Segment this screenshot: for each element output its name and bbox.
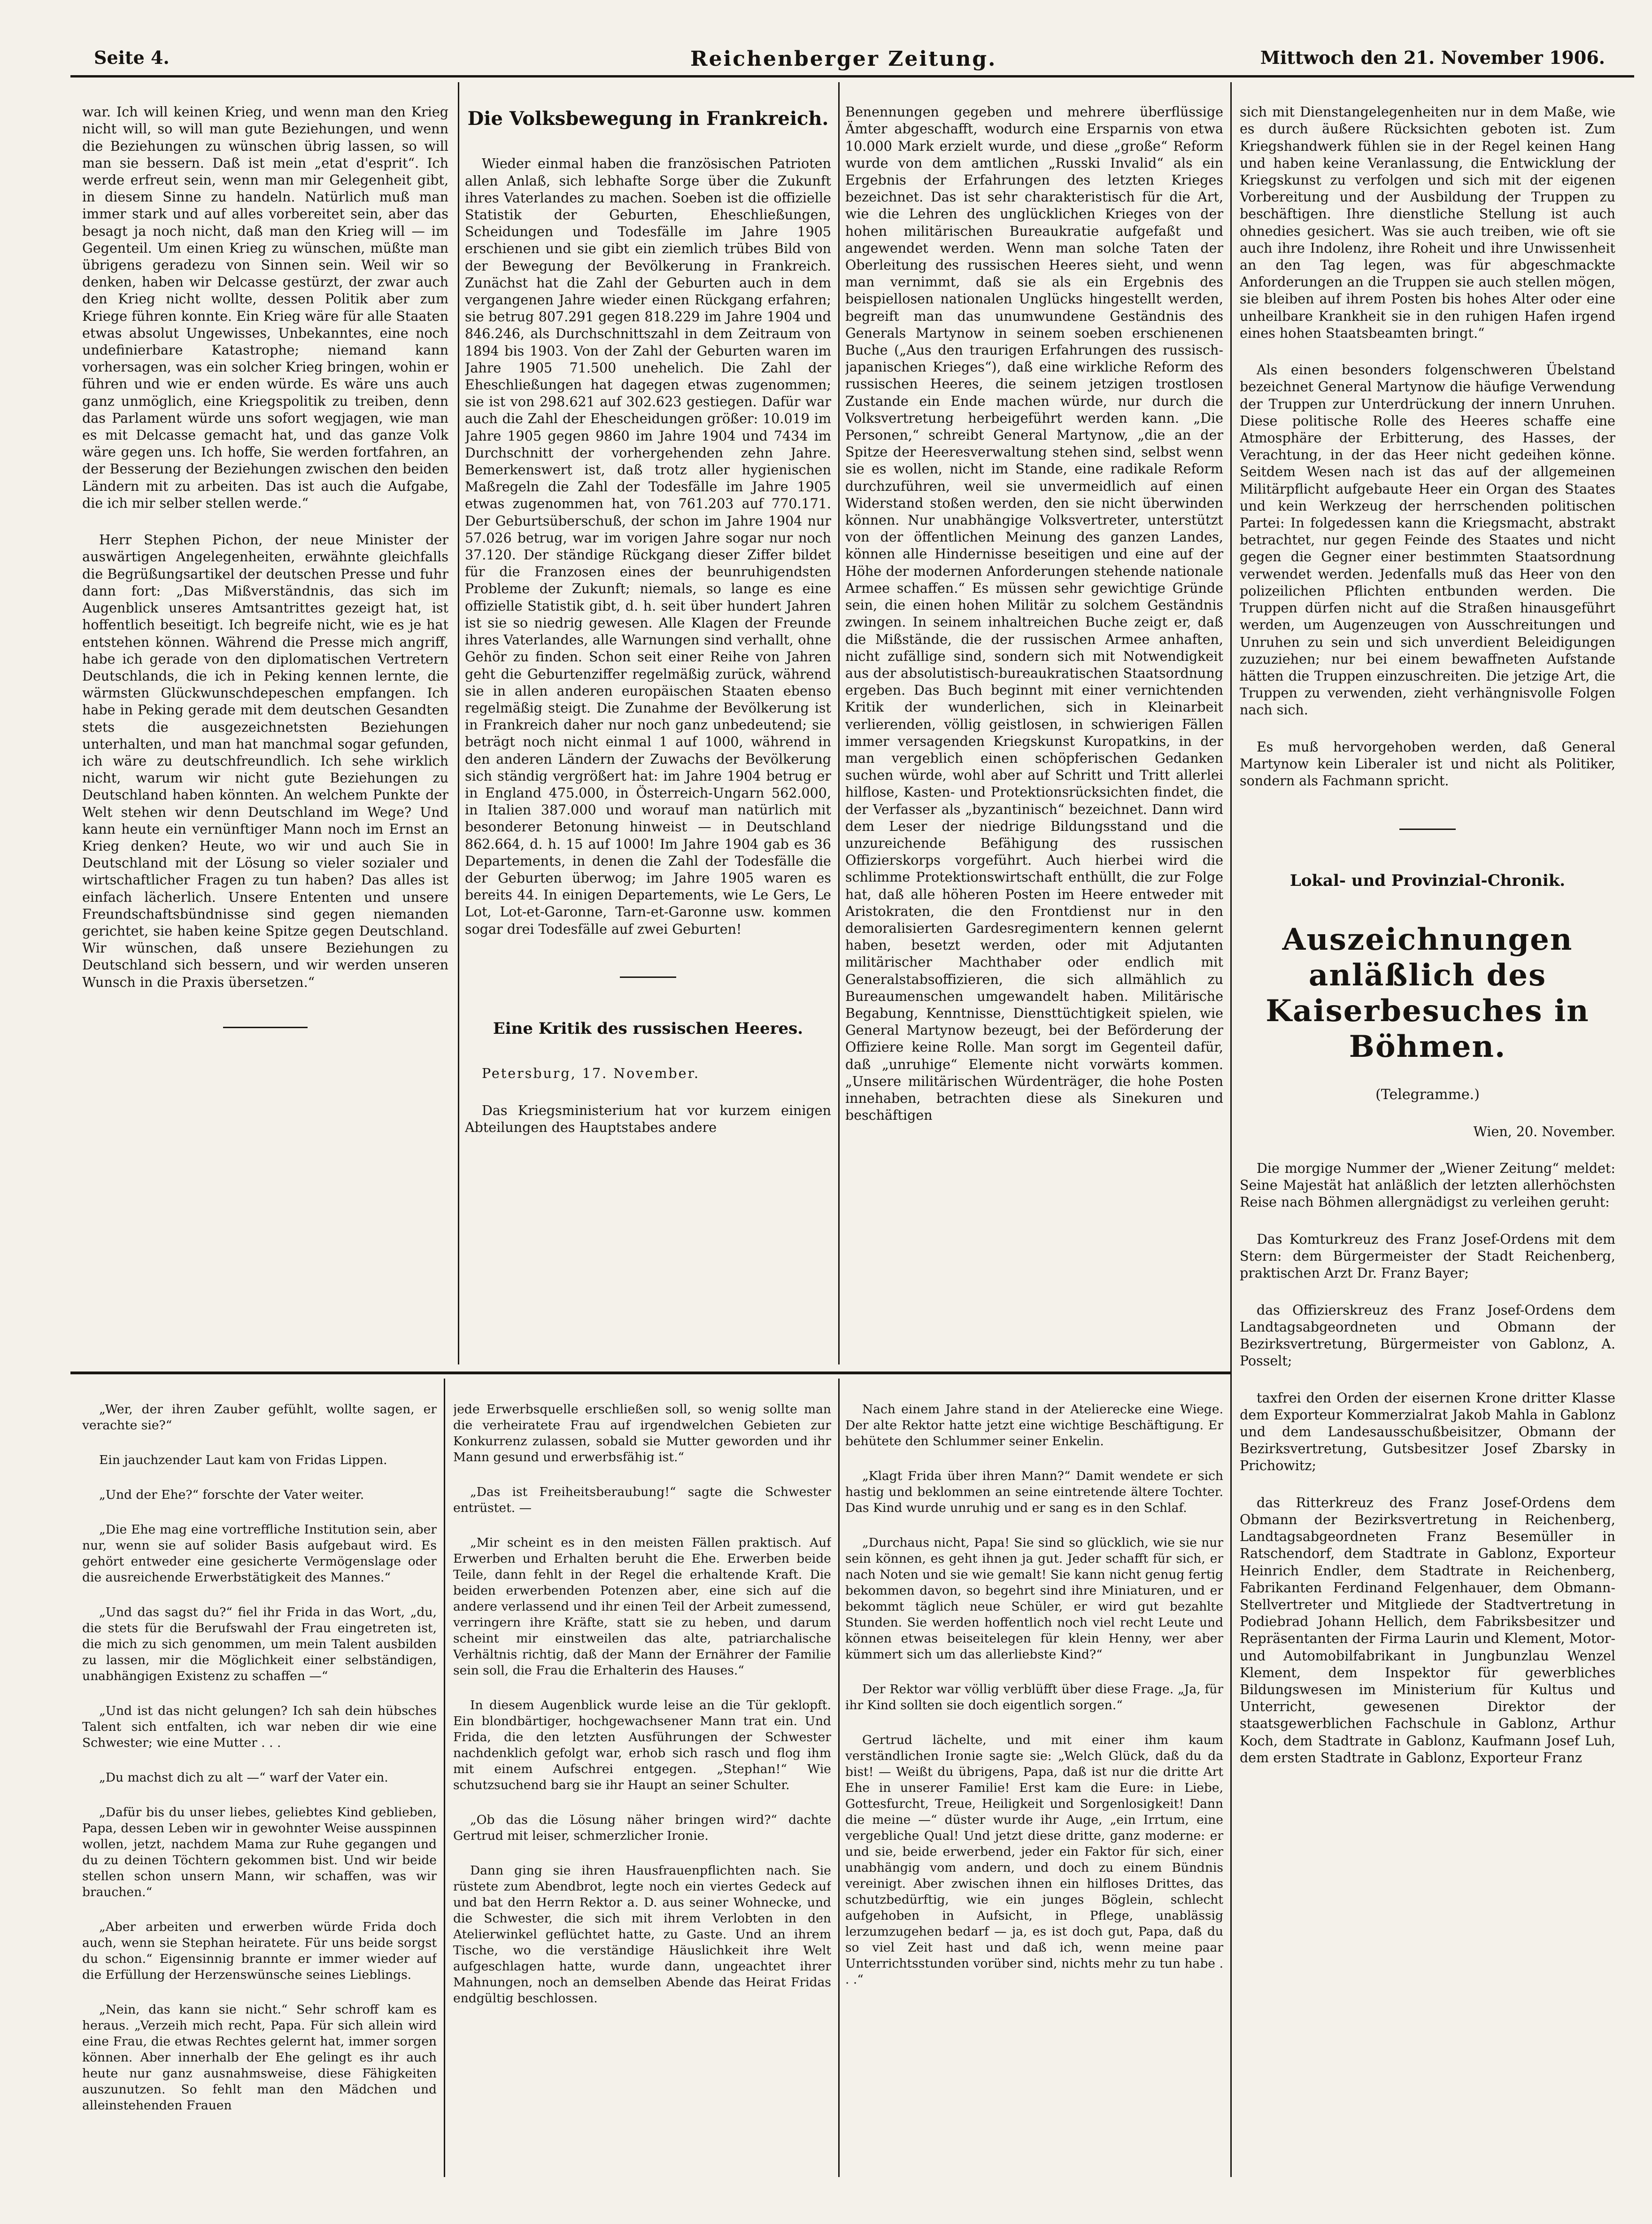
feuilleton-column-1	[82, 1386, 437, 2175]
paragraph: „Das ist Freiheitsberaubung!“ sagte die Schwester entrüstet. —	[453, 1485, 831, 1515]
headline: Auszeichnungen anläßlich des Kaiserbesuches in Böhmen.	[1266, 922, 1590, 1064]
section-divider	[1399, 829, 1456, 830]
paragraph: Die morgige Nummer der „Wiener Zeitung“ meldet: Seine Majestät hat anläßlich der letzten allerhöchsten Reise nach Böhmen allergnädigst zu verleihen geruht:	[1240, 1160, 1615, 1210]
article-title: Die Volksbewegung in Frankreich.	[467, 108, 829, 130]
article-column-3	[845, 87, 1223, 1364]
paragraph: „Wer, der ihren Zauber gefühlt, wollte sagen, er verachte sie?“	[82, 1402, 437, 1433]
feuilleton-rule	[70, 1372, 1230, 1374]
article-column-4	[1240, 87, 1615, 2177]
paragraph: das Ritterkreuz des Franz Josef-Ordens dem Obmann der Bezirksvertretung in Reichenberg, Landtagsabgeordneten Franz Besemüller in Ratschendorf, dem Stadtrate in Gablonz, Exporteur Heinrich Endler, dem Stadtrate in Reichenberg, Fabrikanten Ferdinand Felgenhauer, dem Obmann-Stellvertreter und Mitgliede der Stadtvertretung in Podiebrad Johann Hellich, dem Fabriksbesitzer und Repräsentanten der Firma Laurin und Klement, Motor- und Automobilfabrikant in Jungbunzlau Wenzel Klement, dem Inspektor für gewerbliches Bildungswesen im Ministerium für Kultus und Unterricht, gewesenen Direktor der staatsgewerblichen Fachschule in Gablonz, Arthur Koch, dem Stadtrate in Gablonz, Kaufmann Josef Luh, dem ersten Stadtrate in Gablonz, Exporteur Franz	[1240, 1495, 1615, 1766]
paragraph: „Klagt Frida über ihren Mann?“ Damit wendete er sich hastig und beklommen an seine eintretende ältere Tochter. Das Kind wurde unruhig und er sang es in den Schlaf.	[845, 1469, 1223, 1515]
paragraph: Wieder einmal haben die französischen Patrioten allen Anlaß, sich lebhafte Sorge über die Zukunft ihres Vaterlandes zu machen. Soeben ist die offizielle Statistik der Geburten, Eheschließungen, Scheidungen und Todesfälle im Jahre 1905 erschienen und sie gibt ein ziemlich trübes Bild von der Bewegung der Bevölkerung in Frankreich. Zunächst hat die Zahl der Geburten auch in dem vergangenen Jahre wieder einen Rückgang erfahren; sie betrug 807.291 gegen 818.229 im Jahre 1904 und 846.246, als Durchschnittszahl in dem Zeitraum von 1894 bis 1903. Von der Zahl der Geburten waren im Jahre 1905 71.500 unehelich. Die Zahl der Eheschließungen hat dagegen etwas zugenommen; sie ist von 298.621 auf 302.623 gestiegen. Dafür war auch die Zahl der Ehescheidungen größer: 10.019 im Jahre 1905 gegen 9860 im Jahre 1904 und 7434 im Durchschnitt der vorhergehenden zehn Jahre. Bemerkenswert ist, daß trotz aller hygienischen Maßregeln die Zahl der Todesfälle im Jahre 1905 etwas zugenommen hat, von 761.203 auf 770.171. Der Geburtsüberschuß, der schon im Jahre 1904 nur 57.026 betrug, war im vorigen Jahre sogar nur noch 37.120. Der ständige Rückgang dieser Ziffer bildet für die Franzosen eines der beunruhigendsten Probleme der Zukunft; niemals, so lange es eine offizielle Statistik gibt, d. h. seit über hundert Jahren ist sie so niedrig gewesen. Alle Klagen der Freunde ihres Vaterlandes, alle Warnungen sind verhallt, ohne Gehör zu finden. Schon seit einer Reihe von Jahren geht die Geburtenziffer regelmäßig zurück, während sie in allen anderen europäischen Staaten ebenso regelmäßig steigt. Die Zunahme der Bevölkerung ist in Frankreich daher nur noch ganz unbedeutend; sie beträgt noch nicht einmal 1 auf 1000, während in den anderen Ländern der Zuwachs der Bevölkerung sich ständig vergrößert hat: im Jahre 1904 betrug er in England 475.000, in Österreich-Ungarn 562.000, in Italien 387.000 und worauf man natürlich mit besonderer Betonung hinweist — in Deutschland 862.664, d. h. 15 auf 1000! Im Jahre 1904 gab es 36 Departements, in denen die Zahl der Todesfälle die der Geburten überwog; im Jahre 1905 waren es bereits 44. In einigen Departements, wie Le Gers, Le Lot, Lot-et-Garonne, Tarn-et-Garonne usw. kommen sogar drei Todesfälle auf zwei Geburten!	[465, 156, 831, 937]
column-rule	[838, 1379, 840, 2177]
page-number: Seite 4.	[94, 47, 170, 68]
header-rule	[70, 75, 1634, 77]
paragraph: taxfrei den Orden der eisernen Krone dritter Klasse dem Exporteur Kommerzialrat Jakob Mahla in Gablonz und dem Landesausschußbeisitzer, Obmann der Bezirksvertretung, Gutsbesitzer Josef Zbarsky in Prichowitz;	[1240, 1390, 1615, 1474]
headline-subtitle: (Telegramme.)	[1375, 1086, 1480, 1103]
paragraph: „Du machst dich zu alt —“ warf der Vater ein.	[99, 1770, 388, 1785]
paragraph: Herr Stephen Pichon, der neue Minister der auswärtigen Angelegenheiten, erwähnte gleichfalls die Begrüßungsartikel der deutschen Presse und fuhr dann fort: „Das Mißverständnis, das sich im Augenblick unseres Amtsantrittes gezeigt hat, ist hoffentlich beseitigt. Ich begreife nicht, wie es je hat entstehen können. Während die Presse mich angriff, habe ich gerade von den diplomatischen Vertretern Deutschlands, die ich in Peking kennen lernte, die wärmsten Glückwunschdepeschen empfangen. Ich habe in Peking gerade mit dem deutschen Gesandten stets die ausgezeichnetsten Beziehungen unterhalten, und man hat manchmal sogar gefunden, ich wäre zu deutschfreundlich. Ich sehe wirklich nicht, warum wir nicht gute Beziehungen zu Deutschland haben könnten. An welchem Punkte der Welt stehen wir denn Deutschland im Wege? Und kann heute ein vernünftiger Mann noch im Ernst an Krieg denken? Heute, wo wir und auch Sie in Deutschland mit der Lösung so vieler sozialer und wirtschaftlicher Fragen zu tun haben? Das alles ist einfach lächerlich. Unsere Ententen und unsere Freundschaftsbündnisse sind gegen niemanden gerichtet, sie haben keine Spitze gegen Deutschland. Wir wünschen, daß unsere Beziehungen zu Deutschland sich bessern, und wir werden unseren Wunsch in die Praxis übersetzen.“	[82, 532, 448, 990]
paragraph: Der Rektor war völlig verblüfft über diese Frage. „Ja, für ihr Kind sollten sie doch eigentlich sorgen.“	[845, 1682, 1223, 1713]
paragraph: Es muß hervorgehoben werden, daß General Martynow kein Liberaler ist und nicht als Politiker, sondern als Fachmann spricht.	[1240, 739, 1615, 789]
column-rule	[458, 82, 459, 1364]
paragraph: Gertrud lächelte, und mit einer ihm kaum verständlichen Ironie sagte sie: „Welch Glück, daß du da bist! — Weißt du übrigens, Papa, daß ist nur die dritte Art Ehe in unserer Familie! Erst kam die Eure: in Liebe, Gottesfurcht, Treue, Heiligkeit und Sorgenlosigkeit! Dann die meine —“ düster wurde ihr Auge, „ein Irrtum, eine vergebliche Qual! Und jetzt diese dritte, ganz moderne: er und sie, beide erwerbend, jeder ein Faktor für sich, einer unabhängig vom andern, und doch zu einem Bündnis vereinigt. Aber zwischen ihnen ein hilfloses Drittes, das schutzbedürftig, wie ein junges Böglein, schlecht aufgehoben in Aufsicht, in Pflege, unablässig lerzumzugehen bedarf — ja, es ist doch gut, Papa, daß du so viel Zeit hast und daß ich, wenn meine paar Unterrichtsstunden vorüber sind, nichts mehr zu tun habe . . .“	[845, 1733, 1223, 1987]
paragraph: war. Ich will keinen Krieg, und wenn man den Krieg nicht will, so will man gute Beziehungen, und wenn die Beziehungen zu wünschen übrig lassen, so will man sie bessern. Daß ist mein „etat d'esprit“. Ich werde erfreut sein, wenn man mir Gelegenheit gibt, in diesem Sinne zu handeln. Natürlich muß man immer stark und auf alles vorbereitet sein, aber das besagt ja noch nicht, daß man den Krieg will — im Gegenteil. Um einen Krieg zu wünschen, müßte man übrigens geradezu von Sinnen sein. Weil wir so denken, haben wir Delcasse gestürzt, der zwar auch den Krieg nicht wollte, dessen Politik aber zum Kriege führen konnte. Ein Krieg wäre für alle Staaten etwas absolut Ungewisses, Unbekanntes, eine noch undefinierbare Katastrophe; niemand kann vorhersagen, was ein solcher Krieg bringen, wohin er führen und wie er enden würde. Es wäre uns auch ganz unmöglich, eine Kriegspolitik zu treiben, denn das Parlament würde uns sofort wegjagen, wie man es mit Delcasse gemacht hat, und das ganze Volk wäre gegen uns. Ich hoffe, Sie werden fortfahren, an der Besserung der Beziehungen zwischen den beiden Ländern mit zu arbeiten. Das ist auch die Aufgabe, die ich mir selber stellen werde.“	[82, 104, 448, 511]
issue-date: Mittwoch den 21. November 1906.	[1260, 47, 1605, 68]
paragraph: Ein jauchzender Laut kam von Fridas Lippen.	[99, 1453, 387, 1467]
paragraph: „Die Ehe mag eine vortreffliche Institution sein, aber nur, wenn sie auf solider Basis aufgebaut wird. Es gehört entweder eine gesicherte Vermögenslage oder die ausreichende Erwerbstätigkeit des Mannes.“	[82, 1522, 437, 1585]
paragraph: Als einen besonders folgenschweren Übelstand bezeichnet General Martynow die häufige Verwendung der Truppen zur Unterdrückung der innern Unruhen. Diese politische Rolle des Heeres schaffe eine Atmosphäre der Erbitterung, des Hasses, der Verachtung, in der das Heer nicht gedeihen könne. Seitdem Wesen nach ist das auf der allgemeinen Militärpflicht aufgebaute Heer ein Organ des Staates und kein Werkzeug der herrschenden politischen Partei: In folgedessen kann die Kriegsmacht, abstrakt betrachtet, nur gegen Feinde des Staates und nicht gegen die Gegner einer bestimmten Staatsordnung verwendet werden. Jedenfalls muß das Heer von den polizeilichen Pflichten entbunden werden. Die Truppen dürfen nicht auf die Straßen hinausgeführt werden, um Augenzeugen von Ausschreitungen und Unruhen zu sein und sich unverdient Beleidigungen zuzuziehen; nur bei einem bewaffneten Aufstande hätten die Truppen einzuschreiten. Die jetzige Art, die Truppen zu verwenden, zieht verhängnisvolle Folgen nach sich.	[1240, 362, 1615, 718]
paragraph: Dann ging sie ihren Hausfrauenpflichten nach. Sie rüstete zum Abendbrot, legte noch ein viertes Gedeck auf und bat den Herrn Rektor a. D. aus seiner Wohnecke, und die Schwester, die sich mit ihrem Verlobten in den Atelierwinkel geflüchtet hatte, zu Gaste. Und an ihrem Tische, wo die verständige Häuslichkeit ihre Welt aufgeschlagen hatte, wurde dann, ungeachtet ihrer Mahnungen, noch an demselben Abende das Heirat Fridas endgültig beschlossen.	[453, 1863, 831, 2006]
paragraph: In diesem Augenblick wurde leise an die Tür geklopft. Ein blondbärtiger, hochgewachsener Mann trat ein. Und Frida, die den letzten Ausführungen der Schwester nachdenklich gefolgt war, erhob sich rasch und flog ihm mit einem Aufschrei entgegen. „Stephan!“ Wie schutzsuchend barg sie ihr Haupt an seiner Schulter.	[453, 1698, 831, 1792]
paragraph: sich mit Dienstangelegenheiten nur in dem Maße, wie es durch äußere Rücksichten geboten ist. Zum Kriegshandwerk fühlen sie in der Regel keinen Hang und haben keine Veranlassung, die Entwicklung der Kriegskunst zu verfolgen und sich mit der eigenen Vorbereitung und der Ausbildung der Truppen zu beschäftigen. Ihre dienstliche Stellung ist auch ohnedies gesichert. Was sie auch treiben, wie oft sie auch ihre Indolenz, ihre Roheit und ihre Unwissenheit an den Tag legen, was für abgeschmackte Anforderungen an die Truppen sie auch stellen mögen, sie bleiben auf ihrem Posten bis hohes Alter oder eine unheilbare Krankheit sie in den ruhigen Hafen irgend eines hohen Staatsbeamten bringt.“	[1240, 104, 1615, 341]
paragraph: Das Komturkreuz des Franz Josef-Ordens mit dem Stern: dem Bürgermeister der Stadt Reichenberg, praktischen Arzt Dr. Franz Bayer;	[1240, 1231, 1615, 1281]
paragraph: das Offizierskreuz des Franz Josef-Ordens dem Landtagsabgeordneten und Obmann der Bezirksvertretung, Bürgermeister von Gablonz, A. Posselt;	[1240, 1302, 1615, 1369]
article-divider	[620, 976, 676, 978]
paragraph: Benennungen gegeben und mehrere überflüssige Ämter abgeschafft, wodurch eine Ersparnis von etwa 10.000 Mark erzielt wurde, und diese „große“ Reform wurde von dem amtlichen „Russki Invalid“ als ein Ergebnis der Erfahrungen des letzten Krieges bezeichnet. Das ist sehr charakteristisch für die Art, wie die Lehren des unglücklichen Krieges von der hohen militärischen Bureaukratie aufgefaßt und angewendet werden. Wenn man solche Taten der Oberleitung des russischen Heeres sieht, und wenn man vernimmt, daß sie als ein Ergebnis des beispiellosen nationalen Unglücks hingestellt werden, begreift man das unumwundene Geständnis des Generals Martynow in seinem soeben erschienenen Buche („Aus den traurigen Erfahrungen des russisch-japanischen Krieges“), daß eine wirkliche Reform des russischen Heeres, die seinem jetzigen trostlosen Zustande ein Ende machen würde, nur durch die Volksvertretung herbeigeführt werden kann. „Die Personen,“ schreibt General Martynow, „die an der Spitze der Heeresverwaltung stehen sind, selbst wenn sie es wollen, nicht im Stande, eine radikale Reform durchzuführen, weil sie unvermeidlich auf einen Widerstand stoßen werden, den sie nicht überwinden können. Nur unabhängige Volksvertreter, unterstützt von der öffentlichen Meinung des ganzen Landes, können alle Hindernisse beseitigen und eine auf der Höhe der modernen Anforderungen stehende nationale Armee schaffen.“ Es müssen sehr gewichtige Gründe sein, die einen hohen Militär zu solchem Geständnis zwingen. In seinem inhaltreichen Buche zeigt er, daß die Mißstände, die der russischen Armee anhaften, nicht zufällige sind, sondern sich mit Notwendigkeit aus der absolutistisch-bureaukratischen Staatsordnung ergeben. Das Buch beginnt mit einer vernichtenden Kritik der wunderlichen, sich in Kleinarbeit verlierenden, völlig geistlosen, in schwierigen Fällen immer versagenden Kriegskunst Kuropatkins, in der man vergeblich einen schöpferischen Gedanken suchen würde, wohl aber auf Schritt und Tritt allerlei hilflose, Kasten- und Protektionsrücksichten findet, die der Verfasser als „byzantinisch“ bezeichnet. Dann wird dem Leser der niedrige Bildungsstand und die unzureichende Befähigung des russischen Offizierskorps vorgeführt. Auch hierbei wird die schlimme Protektionswirtschaft enthüllt, die zur Folge hat, daß alle höheren Posten im Heere entweder mit Aristokraten, die den Frontdienst nur in den demoralisierten Gardesregimentern kennen gelernt haben, besetzt werden, oder mit Adjutanten militärischer Machthaber oder endlich mit Generalstabsoffizieren, die sich allmählich zu Bureaumenschen umgewandelt haben. Militärische Begabung, Kenntnisse, Diensttüchtigkeit spielen, wie General Martynow bezeugt, bei der Beförderung der Offiziere keine Rolle. Man sorgt im Gegenteil dafür, daß „unruhige“ Elemente nicht vorwärts kommen. „Unsere militärischen Würdenträger, die hohe Posten innehaben, betrachten diese als Sinekuren und beschäftigen	[845, 104, 1223, 1124]
paragraph: „Dafür bis du unser liebes, geliebtes Kind geblieben, Papa, dessen Leben wir in gewohnter Weise ausspinnen wollen, jetzt, nachdem Mama zur Ruhe gegangen und du zu deinen Töchtern gekommen bist. Und wir beide stellen schon unsern Mann, wir schaffen, was wir brauchen.“	[82, 1805, 437, 1899]
section-heading: Lokal- und Provinzial-Chronik.	[1289, 871, 1566, 890]
feuilleton-column-3	[845, 1386, 1223, 2175]
paragraph: Nach einem Jahre stand in der Atelierecke eine Wiege. Der alte Rektor hatte jetzt eine wichtige Beschäftigung. Er behütete den Schlummer seiner Enkelin.	[845, 1402, 1223, 1449]
paragraph: jede Erwerbsquelle erschließen soll, so wenig sollte man die verheiratete Frau auf irgendwelchen Gebieten zur Konkurrenz zulassen, sobald sie Mutter geworden und ihr Mann gesund und erwerbsfähig ist.“	[453, 1402, 831, 1465]
feuilleton-column-2	[453, 1386, 831, 2175]
article-title: Eine Kritik des russischen Heeres.	[493, 1019, 803, 1038]
newspaper-title: Reichenberger Zeitung.	[690, 47, 997, 71]
column-rule	[1230, 82, 1232, 2177]
paragraph: „Aber arbeiten und erwerben würde Frida doch auch, wenn sie Stephan heiratete. Für uns beide sorgst du schon.“ Eigensinnig brannte er immer wieder auf die Erfüllung der Herzenswünsche seines Lieblings.	[82, 1920, 437, 1982]
dateline: Petersburg, 17. November.	[482, 1066, 700, 1082]
article-column-1	[82, 87, 448, 1355]
paragraph: Das Kriegsministerium hat vor kurzem einigen Abteilungen des Hauptstabes andere	[465, 1102, 831, 1135]
column-rule	[838, 82, 840, 1364]
paragraph: „Nein, das kann sie nicht.“ Sehr schroff kam es heraus. „Verzeih mich recht, Papa. Für sich allein wird eine Frau, die etwas Rechtes gelernt hat, immer sorgen können. Aber innerhalb der Ehe gelingt es ihr auch heute nur ganz ausnahmsweise, diese Fähigkeiten auszunutzen. So fehlt man den Mädchen und alleinstehenden Frauen	[82, 2002, 437, 2113]
article-end-rule	[223, 1027, 308, 1028]
paragraph: „Und der Ehe?“ forschte der Vater weiter.	[99, 1488, 364, 1502]
paragraph: „Ob das die Lösung näher bringen wird?“ dachte Gertrud mit leiser, schmerzlicher Ironie.	[453, 1813, 831, 1843]
paragraph: „Mir scheint es in den meisten Fällen praktisch. Auf Erwerben und Erhalten beruht die Ehe. Erwerben beide Teile, dann fehlt in der Regel die erhaltende Kraft. Die beiden erwerbenden Potenzen aber, eine sich auf die andere verlassend und ihr einen Teil der Arbeit zumessend, verringern ihre Kräfte, statt sie zu heben, und darum scheint mir einstweilen das alte, patriarchalische Verhältnis richtig, daß der Mann der Ernährer der Familie sein soll, die Frau die Erhalterin des Hauses.“	[453, 1535, 831, 1678]
paragraph: „Und ist das nicht gelungen? Ich sah dein hübsches Talent sich entfalten, ich war neben dir wie eine Schwester; wie eine Mutter . . .	[82, 1704, 437, 1750]
paragraph: „Durchaus nicht, Papa! Sie sind so glücklich, wie sie nur sein können, es geht ihnen ja gut. Jeder schafft für sich, er nach Noten und sie wie gemalt! Sie kann nicht genug fertig bekommen davon, so begehrt sind ihre Miniaturen, und er bekommt täglich neue Schüler, er wird gut bezahlte Stunden. Sie werden hoffentlich noch viel recht Leute und können etwas beiseitelegen für klein Henny, wer aber kümmert sich um das allerliebste Kind?“	[845, 1535, 1223, 1662]
article-column-2	[465, 87, 831, 1364]
column-rule	[444, 1379, 445, 2177]
dateline: Wien, 20. November.	[1473, 1124, 1615, 1139]
paragraph: „Und das sagst du?“ fiel ihr Frida in das Wort, „du, die stets für die Berufswahl der Frau eingetreten ist, die mich zu sich genommen, um mein Talent ausbilden zu lassen, mir die Möglichkeit einer selbständigen, unabhängigen Existenz zu schaffen —“	[82, 1605, 437, 1683]
